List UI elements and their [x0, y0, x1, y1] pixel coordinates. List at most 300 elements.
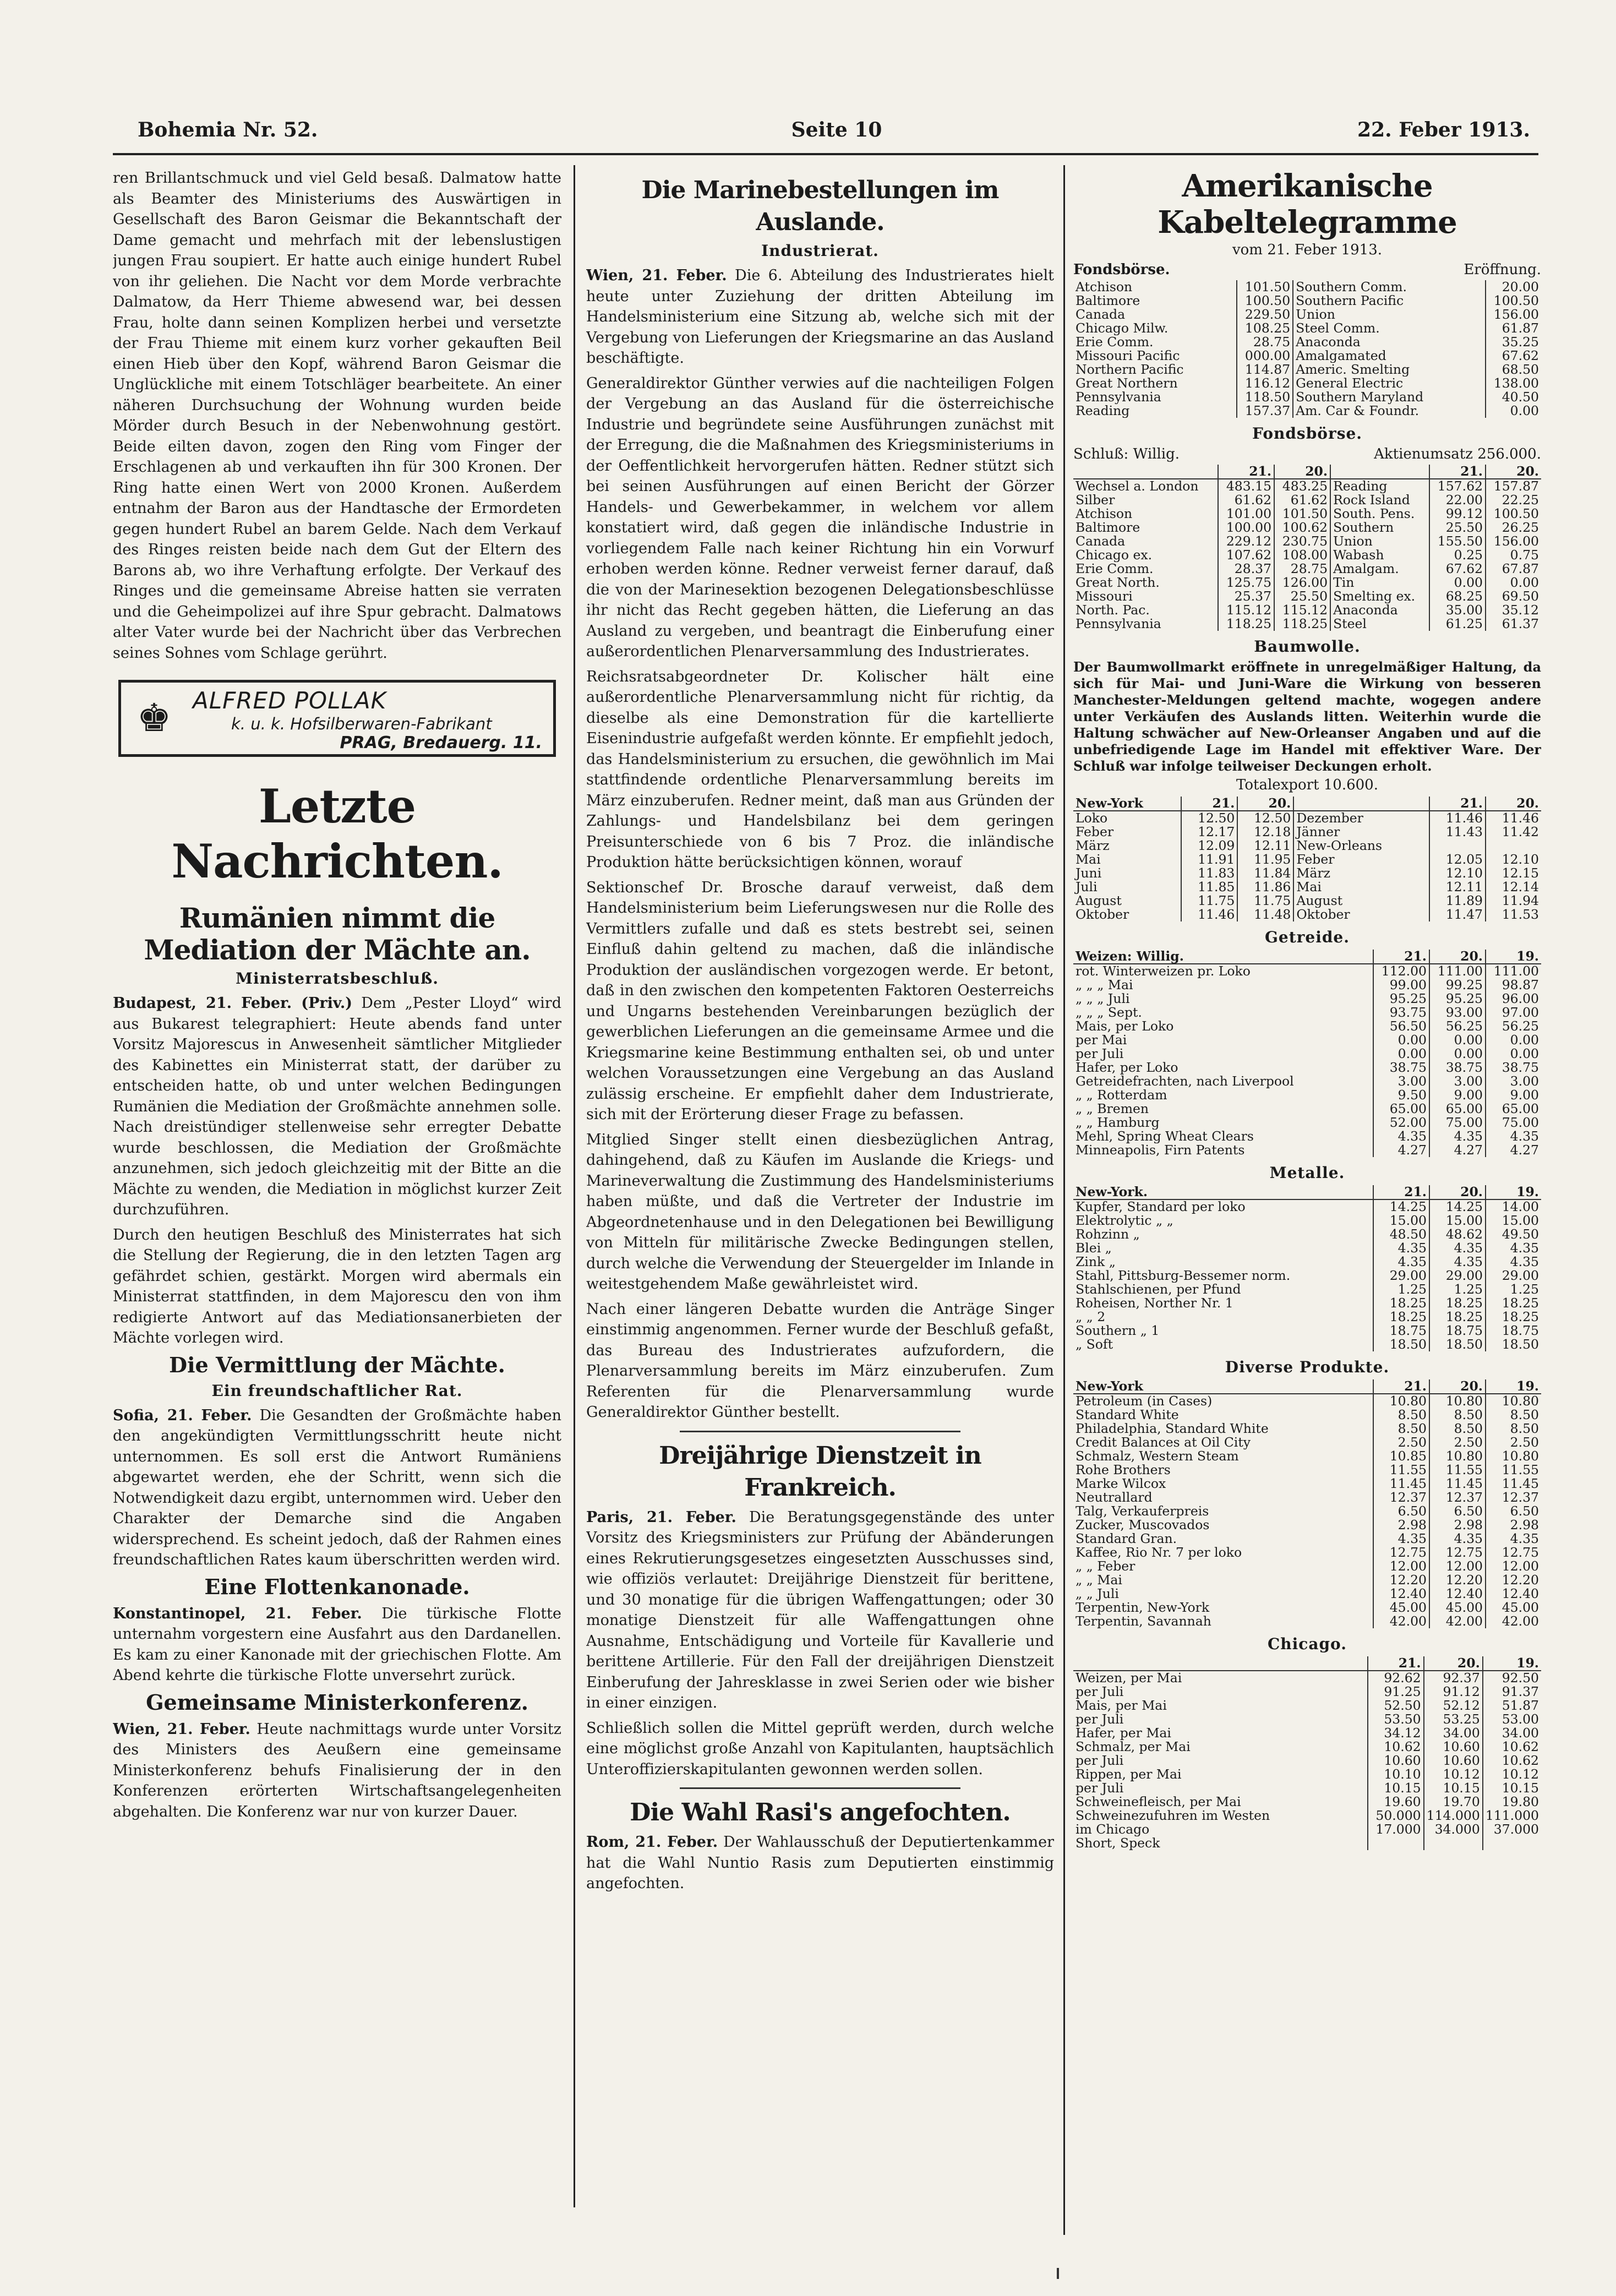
table-row [1073, 1823, 1541, 1836]
table-cell: 115.12 [1218, 603, 1274, 617]
table-row [1073, 1754, 1541, 1768]
table-cell: 118.25 [1218, 617, 1274, 631]
table-cell: 114.87 [1237, 363, 1293, 377]
article-body [586, 1507, 1054, 1714]
table-header-row [1073, 1379, 1541, 1394]
table-cell: 75.00 [1502, 1116, 1539, 1130]
table-cell: 0.00 [1373, 1033, 1429, 1047]
table-cell: 4.35 [1510, 1532, 1539, 1546]
table-row [1073, 1088, 1541, 1102]
table-header-row [1073, 1656, 1541, 1671]
table-cell: Petroleum (in Cases) [1073, 1394, 1373, 1408]
table-cell: 18.25 [1502, 1296, 1539, 1310]
table-cell: 229.12 [1218, 535, 1274, 548]
paragraph: Der Wahlausschuß der Deputiertenkammer hat die Wahl Nuntio Rasis zum Deputierten einstimmig angefochten. [586, 1834, 1054, 1892]
table-cell: Rippen, per Mai [1073, 1768, 1368, 1781]
table-row [1073, 908, 1541, 921]
table-cell: 18.50 [1502, 1338, 1539, 1351]
table-cell: „ „ Bremen [1073, 1102, 1373, 1116]
table-cell: Feber [1073, 825, 1181, 839]
table-row [1073, 978, 1541, 992]
table-cell [1293, 797, 1429, 811]
table-cell: 4.27 [1510, 1143, 1539, 1157]
table-cell: 0.75 [1510, 548, 1539, 562]
article-title: Dreijährige Dienstzeit in Frankreich. [659, 1441, 981, 1502]
table-cell: 21. [1373, 1379, 1429, 1394]
article-body: Mitglied Singer stellt einen diesbezüglichen Antrag, dahingehend, daß zu Käufen im Auslande die Kriegs- und Marineverwaltung die Zustimmung des Handelsministeriums haben müßte, und daß die Vertreter der Industrie im Abgeordnetenhause und in den Delegationen bei Bewilligung von Mitteln für militärische Zwecke Bedingungen stellen, durch welche die Verwendung der Steuergelder im Inlande in weitestgehendem Maße gewährleistet wird. [586, 1131, 1054, 1292]
table-cell: 12.09 [1181, 839, 1237, 853]
table-cell: 1.25 [1510, 1283, 1539, 1296]
header-date: 22. Feber 1913. [1357, 118, 1530, 141]
table-cell: Juni [1073, 866, 1181, 880]
table-cell: im Chicago [1073, 1823, 1368, 1836]
section-heading: Fondsbörse. [1252, 424, 1363, 443]
table-cell: Missouri [1073, 590, 1218, 603]
table-cell: 4.35 [1373, 1532, 1429, 1546]
fondsboerse-close-table [1073, 465, 1541, 631]
table-cell: 93.75 [1373, 1006, 1429, 1019]
table-cell: 000.00 [1237, 349, 1293, 363]
table-cell: „ Soft [1073, 1338, 1373, 1351]
table-row [1073, 617, 1541, 631]
table-cell [1486, 839, 1541, 853]
turnover: Aktienumsatz 256.000. [1374, 446, 1541, 462]
table-cell: 4.27 [1429, 1143, 1486, 1157]
page-header [138, 113, 1530, 146]
table-cell: 100.00 [1218, 521, 1274, 535]
table-cell: 67.62 [1429, 562, 1486, 576]
table-cell: „ „ „ Juli [1073, 992, 1373, 1006]
table-cell [1330, 465, 1429, 479]
table-cell: 21. [1429, 465, 1486, 479]
table-cell: „ „ Juli [1073, 1587, 1373, 1601]
table-cell: New-York [1073, 1379, 1373, 1394]
table-cell: 68.50 [1502, 363, 1539, 377]
table-cell: 29.00 [1502, 1269, 1539, 1283]
table-cell: 118.25 [1274, 617, 1330, 631]
table-cell: 12.40 [1502, 1587, 1539, 1601]
table-cell: 114.000 [1424, 1809, 1483, 1823]
table-cell: 25.50 [1274, 590, 1330, 603]
grain-table [1073, 950, 1541, 1157]
table-cell: 0.00 [1510, 1033, 1539, 1047]
table-row [1073, 1671, 1541, 1685]
table-cell: 61.62 [1218, 493, 1274, 507]
table-row [1073, 1685, 1541, 1699]
table-cell: Amalgam. [1330, 562, 1429, 576]
table-cell: 12.37 [1373, 1491, 1429, 1504]
table-cell: 108.25 [1237, 321, 1293, 335]
table-cell: Chicago ex. [1073, 548, 1218, 562]
table-cell: Kaffee, Rio Nr. 7 per loko [1073, 1546, 1373, 1559]
header-rule [113, 153, 1538, 155]
chicago-table [1073, 1656, 1541, 1850]
table-cell: 15.00 [1502, 1214, 1539, 1228]
table-cell: 18.75 [1502, 1324, 1539, 1338]
table-cell: 11.46 [1502, 811, 1539, 825]
table-cell: 20. [1486, 465, 1541, 479]
table-cell: 25.37 [1218, 590, 1274, 603]
table-row [1073, 992, 1541, 1006]
table-cell: 56.25 [1502, 1019, 1539, 1033]
table-cell: 12.00 [1373, 1559, 1429, 1573]
table-cell: 10.80 [1429, 1449, 1486, 1463]
article-dek: Ein freundschaftlicher Rat. [211, 1381, 463, 1400]
header-issue: Bohemia Nr. 52. [138, 118, 318, 141]
fondsboerse-opening-header [1073, 261, 1541, 278]
table-row [1073, 576, 1541, 590]
table-cell: 11.46 [1181, 908, 1237, 921]
table-cell: 4.35 [1373, 1255, 1429, 1269]
table-cell: 67.62 [1502, 349, 1539, 363]
table-cell: 69.50 [1502, 590, 1539, 603]
table-cell: Steel Comm. [1293, 321, 1486, 335]
article-body [113, 993, 561, 1220]
dateline: Konstantinopel, 21. Feber. [113, 1605, 362, 1622]
table-row [1073, 1573, 1541, 1587]
table-row [1073, 548, 1541, 562]
table-cell: 12.10 [1429, 866, 1486, 880]
table-cell: Rohzinn „ [1073, 1228, 1373, 1241]
table-cell: per Mai [1073, 1033, 1373, 1047]
table-cell [1424, 1836, 1483, 1850]
table-cell: „ „ 2 [1073, 1310, 1373, 1324]
table-cell: 93.00 [1429, 1006, 1486, 1019]
table-cell: 12.20 [1502, 1573, 1539, 1587]
dateline: Sofia, 21. Feber. [113, 1406, 252, 1424]
table-row [1073, 1228, 1541, 1241]
table-row [1073, 1713, 1541, 1726]
table-cell: 0.00 [1429, 1047, 1486, 1061]
fondsboerse-opening-table [1073, 280, 1541, 418]
table-row [1073, 1546, 1541, 1559]
table-cell: 4.35 [1429, 1241, 1486, 1255]
table-cell: 125.75 [1218, 576, 1274, 590]
ad-address: PRAG, Bredauerg. 11. [340, 733, 542, 752]
table-cell: Tin [1330, 576, 1429, 590]
table-cell: 8.50 [1429, 1408, 1486, 1422]
table-cell: Oktober [1073, 908, 1181, 921]
article-title: Gemeinsame Ministerkonferenz. [146, 1689, 528, 1715]
table-row [1073, 1809, 1541, 1823]
table-cell: 52.00 [1373, 1116, 1429, 1130]
table-cell: 230.75 [1274, 535, 1330, 548]
table-cell: 157.37 [1237, 404, 1293, 418]
table-cell: 101.50 [1274, 507, 1330, 521]
table-cell: 21. [1218, 465, 1274, 479]
table-cell: 75.00 [1429, 1116, 1486, 1130]
table-cell: 6.50 [1373, 1504, 1429, 1518]
table-cell: 42.00 [1429, 1615, 1486, 1628]
table-row [1073, 590, 1541, 603]
table-cell: Mehl, Spring Wheat Clears [1073, 1130, 1373, 1143]
table-cell: 53.00 [1502, 1713, 1539, 1726]
table-cell: Smelting ex. [1330, 590, 1429, 603]
table-cell: 50.000 [1368, 1809, 1424, 1823]
table-cell: 126.00 [1274, 576, 1330, 590]
section-label: Eröffnung. [1464, 261, 1541, 278]
table-cell: 11.75 [1237, 894, 1293, 908]
article-title: Rumänien nimmt die Mediation der Mächte an. [144, 902, 531, 966]
table-cell: 67.87 [1502, 562, 1539, 576]
table-row [1073, 390, 1541, 404]
article-title: Eine Flottenkanonade. [204, 1574, 470, 1599]
table-cell: Marke Wilcox [1073, 1477, 1373, 1491]
table-cell: 0.25 [1429, 548, 1486, 562]
table-row [1073, 1116, 1541, 1130]
table-cell: 65.00 [1502, 1102, 1539, 1116]
table-cell: 61.25 [1429, 617, 1486, 631]
table-cell: 3.00 [1429, 1075, 1486, 1088]
table-cell: Zucker, Muscovados [1073, 1518, 1373, 1532]
table-cell: Amalgamated [1293, 349, 1486, 363]
table-cell: Mais, per Loko [1073, 1019, 1373, 1033]
table-cell: 4.35 [1373, 1130, 1429, 1143]
table-cell: 12.00 [1429, 1559, 1486, 1573]
table-cell: Southern „ 1 [1073, 1324, 1373, 1338]
table-cell: 0.00 [1510, 576, 1539, 590]
section-label: Fondsbörse. [1073, 261, 1170, 278]
article-body: Schließlich sollen die Mittel geprüft werden, durch welche eine möglichst große Anzahl von Kapitulanten, hauptsächlich Unteroffizierskapitulanten gewonnen werden sollen. [586, 1719, 1054, 1778]
table-cell: Southern Maryland [1293, 390, 1486, 404]
table-cell: Southern [1330, 521, 1429, 535]
dateline: Paris, 21. Feber. [586, 1508, 736, 1526]
table-cell: 12.37 [1502, 1491, 1539, 1504]
table-cell: 19. [1483, 1656, 1541, 1671]
table-cell: 12.17 [1181, 825, 1237, 839]
table-cell: 4.35 [1429, 1255, 1486, 1269]
table-cell: 95.25 [1373, 992, 1429, 1006]
header-page-number: Seite 10 [791, 118, 882, 141]
paragraph: Die Gesandten der Großmächte haben den angekündigten Vermittlungsschritt heute nicht unternommen. Es soll erst die Antwort Rumäniens abgewartet werden, ehe der Schritt, wenn sich die Notwendigkeit dazu ergibt, unternommen wird. Ueber den Charakter der Demarche sind die Angaben widersprechend. Es scheint jedoch, daß der Rahmen eines freundschaftlichen Rates kaum überschritten werden wird. [113, 1406, 561, 1568]
table-cell: Weizen, per Mai [1073, 1671, 1368, 1685]
table-cell: 101.50 [1237, 280, 1293, 294]
table-cell: 10.80 [1502, 1394, 1539, 1408]
table-cell: Loko [1073, 811, 1181, 825]
table-cell: Union [1330, 535, 1429, 548]
table-cell: Americ. Smelting [1293, 363, 1486, 377]
article-body: Reichsratsabgeordneter Dr. Kolischer hält eine außerordentliche Plenarversammlung nicht für richtig, da dieselbe als eine Demonstration für die kartellierte Eisenindustrie aufgefaßt werden könnte. Er empfiehlt jedoch, das Handelsministerium zu ersuchen, die gewöhnlich im Mai stattfindende ordentliche Plenarversammlung bereits im März einzuberufen. Redner meint, daß man aus Gründen der Zahlungs- und Handelsbilanz bei dem geringen Preisunterschiede von 6 bis 7 Proz. die inländische Produktion hätte berücksichtigen können, worauf [586, 668, 1054, 871]
table-cell: 483.25 [1274, 479, 1330, 493]
table-cell: 12.75 [1373, 1546, 1429, 1559]
table-row [1073, 853, 1541, 866]
table-cell: März [1293, 866, 1429, 880]
table-cell: 118.50 [1237, 390, 1293, 404]
table-row [1073, 1283, 1541, 1296]
table-cell: New-York. [1073, 1185, 1373, 1199]
table-cell: 4.35 [1429, 1130, 1486, 1143]
table-cell: 11.47 [1429, 908, 1486, 921]
table-cell: 48.50 [1373, 1228, 1429, 1241]
paragraph: Die türkische Flotte unternahm vorgestern eine Ausfahrt aus den Dardanellen. Es kam zu einer Kanonade mit der griechischen Flotte. Am Abend kehrte die türkische Flotte unversehrt zurück. [113, 1605, 561, 1684]
table-cell: 1.25 [1373, 1283, 1429, 1296]
table-row [1073, 1795, 1541, 1809]
table-row [1073, 1532, 1541, 1546]
table-cell: 20.00 [1502, 280, 1539, 294]
table-cell: Canada [1073, 308, 1237, 321]
table-cell: 6.50 [1510, 1504, 1539, 1518]
table-row [1073, 1836, 1541, 1850]
dateline: Wien, 21. Feber. [113, 1720, 250, 1738]
table-cell: 18.25 [1502, 1310, 1539, 1324]
table-cell: 10.80 [1429, 1394, 1486, 1408]
table-cell: 11.55 [1429, 1463, 1486, 1477]
table-cell: 12.11 [1429, 880, 1486, 894]
table-cell: 17.000 [1368, 1823, 1424, 1836]
table-cell: 35.00 [1429, 603, 1486, 617]
table-cell: 91.25 [1368, 1685, 1424, 1699]
table-row [1073, 1296, 1541, 1310]
section-heading: Baumwolle. [1254, 637, 1361, 656]
table-cell: 2.98 [1373, 1518, 1429, 1532]
article-body [113, 1405, 561, 1570]
table-cell: 18.25 [1373, 1296, 1429, 1310]
table-cell: Great North. [1073, 576, 1218, 590]
table-cell: 28.37 [1218, 562, 1274, 576]
table-cell: Oktober [1293, 908, 1429, 921]
table-row [1073, 1408, 1541, 1422]
table-cell: „ „ Rotterdam [1073, 1088, 1373, 1102]
section-title: Letzte Nachrichten. [171, 779, 503, 888]
table-cell: 96.00 [1502, 992, 1539, 1006]
article-title: Die Vermittlung der Mächte. [169, 1352, 505, 1377]
article-body: Durch den heutigen Beschluß des Ministerrates hat sich die Stellung der Regierung, die in den letzten Tagen arg gefährdet schien, gestärkt. Morgen wird abermals ein Ministerrat stattfinden, in dem Majorescu den von ihm redigierte Antwort auf das Mediationsanerbieten der Mächte vorlegen wird. [113, 1226, 561, 1346]
table-cell: 4.35 [1429, 1532, 1486, 1546]
table-cell: Great Northern [1073, 377, 1237, 390]
table-cell: 51.87 [1502, 1699, 1539, 1713]
table-cell: 100.50 [1237, 294, 1293, 308]
table-cell: 11.46 [1429, 811, 1486, 825]
table-cell: 12.75 [1502, 1546, 1539, 1559]
table-cell: 4.35 [1510, 1241, 1539, 1255]
table-cell: 65.00 [1373, 1102, 1429, 1116]
table-cell: 11.86 [1237, 880, 1293, 894]
table-cell: 157.87 [1493, 479, 1539, 493]
table-header-row [1073, 1185, 1541, 1199]
paragraph: Dem „Pester Lloyd“ wird aus Bukarest telegraphiert: Heute abends fand unter Vorsitz Majorescus in Anwesenheit sämtlicher Mitglieder des Kabinettes ein Ministerrat statt, der darüber zu entscheiden hatte, ob und unter welchen Bedingungen Rumänien die Mediation der Großmächte annehmen solle. Nach dreistündiger stellenweise sehr erregter Debatte wurde beschlossen, die Mediation der Großmächte anzunehmen, sich jedoch gleichzeitig mit der Bitte an die Mächte zu wenden, die Mediation in möglichst kurzer Zeit durchzuführen. [113, 995, 561, 1218]
table-row [1073, 866, 1541, 880]
cotton-total: Totalexport 10.600. [1236, 777, 1378, 793]
table-cell: 12.18 [1237, 825, 1293, 839]
table-cell: Schmalz, Western Steam [1073, 1449, 1373, 1463]
table-cell: 10.12 [1424, 1768, 1483, 1781]
table-cell: 68.25 [1429, 590, 1486, 603]
table-cell: 56.50 [1373, 1019, 1429, 1033]
metals-table [1073, 1185, 1541, 1351]
table-row [1073, 280, 1541, 294]
table-cell: 2.98 [1429, 1518, 1486, 1532]
table-cell: per Juli [1073, 1781, 1368, 1795]
table-row [1073, 1449, 1541, 1463]
table-row [1073, 479, 1541, 493]
column-divider-1 [574, 165, 575, 2207]
table-cell: Hafer, per Mai [1073, 1726, 1368, 1740]
table-cell: 10.12 [1502, 1768, 1539, 1781]
table-cell: 21. [1368, 1656, 1424, 1671]
table-cell: Wechsel a. London [1073, 479, 1218, 493]
table-cell: Erie Comm. [1073, 335, 1237, 349]
table-cell: per Juli [1073, 1685, 1368, 1699]
table-row [1073, 1241, 1541, 1255]
table-cell: 4.35 [1373, 1241, 1429, 1255]
table-cell: Standard White [1073, 1408, 1373, 1422]
table-cell: 4.35 [1510, 1255, 1539, 1269]
table-cell: Anaconda [1293, 335, 1486, 349]
table-cell: New-Orleans [1293, 839, 1429, 853]
paragraph: Die 6. Abteilung des Industrierates hielt heute unter Zuziehung der dritten Abteilung im Handelsministerium eine Sitzung ab, welche sich mit der Vergebung von Lieferungen der Kriegsmarine an das Ausland beschäftigte. [586, 267, 1054, 367]
table-cell: 112.00 [1373, 964, 1429, 978]
table-cell: Stahlschienen, per Pfund [1073, 1283, 1373, 1296]
table-cell: 12.10 [1502, 853, 1539, 866]
table-row [1073, 1491, 1541, 1504]
table-cell: 28.75 [1237, 335, 1293, 349]
table-cell: Southern Pacific [1293, 294, 1486, 308]
table-cell: Juli [1073, 880, 1181, 894]
table-cell: 20. [1424, 1656, 1483, 1671]
table-row [1073, 1102, 1541, 1116]
table-cell: North. Pac. [1073, 603, 1218, 617]
table-cell: 15.00 [1373, 1214, 1429, 1228]
table-cell: 11.83 [1181, 866, 1237, 880]
table-cell: Blei „ [1073, 1241, 1373, 1255]
table-cell: Am. Car & Foundr. [1293, 404, 1486, 418]
table-cell: Mai [1293, 880, 1429, 894]
table-cell: 18.50 [1373, 1338, 1429, 1351]
table-cell: 12.14 [1502, 880, 1539, 894]
table-row [1073, 1477, 1541, 1491]
table-cell: 11.75 [1181, 894, 1237, 908]
divider [680, 1431, 960, 1432]
misc-products-table [1073, 1379, 1541, 1628]
table-row [1073, 1338, 1541, 1351]
table-row [1073, 1615, 1541, 1628]
close-status: Schluß: Willig. [1073, 446, 1180, 462]
table-cell: 10.60 [1368, 1754, 1424, 1768]
table-cell: 10.62 [1502, 1740, 1539, 1754]
article-title: Die Marinebestellungen im Auslande. [641, 176, 999, 236]
table-cell: 107.62 [1218, 548, 1274, 562]
article-title: Die Wahl Rasi's angefochten. [630, 1798, 1011, 1826]
table-cell: 56.25 [1429, 1019, 1486, 1033]
table-cell: Dezember [1293, 811, 1429, 825]
column-1 [113, 168, 561, 2216]
table-cell: 61.62 [1274, 493, 1330, 507]
table-row [1073, 1768, 1541, 1781]
table-row [1073, 964, 1541, 978]
table-cell: 45.00 [1502, 1601, 1539, 1615]
table-cell: 34.000 [1424, 1823, 1483, 1836]
table-cell: Feber [1293, 853, 1429, 866]
table-cell: 61.87 [1502, 321, 1539, 335]
table-row [1073, 811, 1541, 825]
table-cell: 53.25 [1424, 1713, 1483, 1726]
article-body [586, 265, 1054, 369]
table-cell: 14.25 [1429, 1199, 1486, 1214]
table-cell: 20. [1274, 465, 1330, 479]
table-cell: Rohe Brothers [1073, 1463, 1373, 1477]
table-cell: 9.00 [1429, 1088, 1486, 1102]
table-row [1073, 363, 1541, 377]
table-cell: 9.50 [1373, 1088, 1429, 1102]
table-header-row [1073, 950, 1541, 964]
table-cell: 18.50 [1429, 1338, 1486, 1351]
table-cell: 12.05 [1429, 853, 1486, 866]
advertisement-pollak [118, 680, 556, 757]
table-row [1073, 1740, 1541, 1754]
table-cell: Stahl, Pittsburg-Bessemer norm. [1073, 1269, 1373, 1283]
table-cell: „ „ Feber [1073, 1559, 1373, 1573]
table-cell: 0.00 [1510, 404, 1539, 418]
